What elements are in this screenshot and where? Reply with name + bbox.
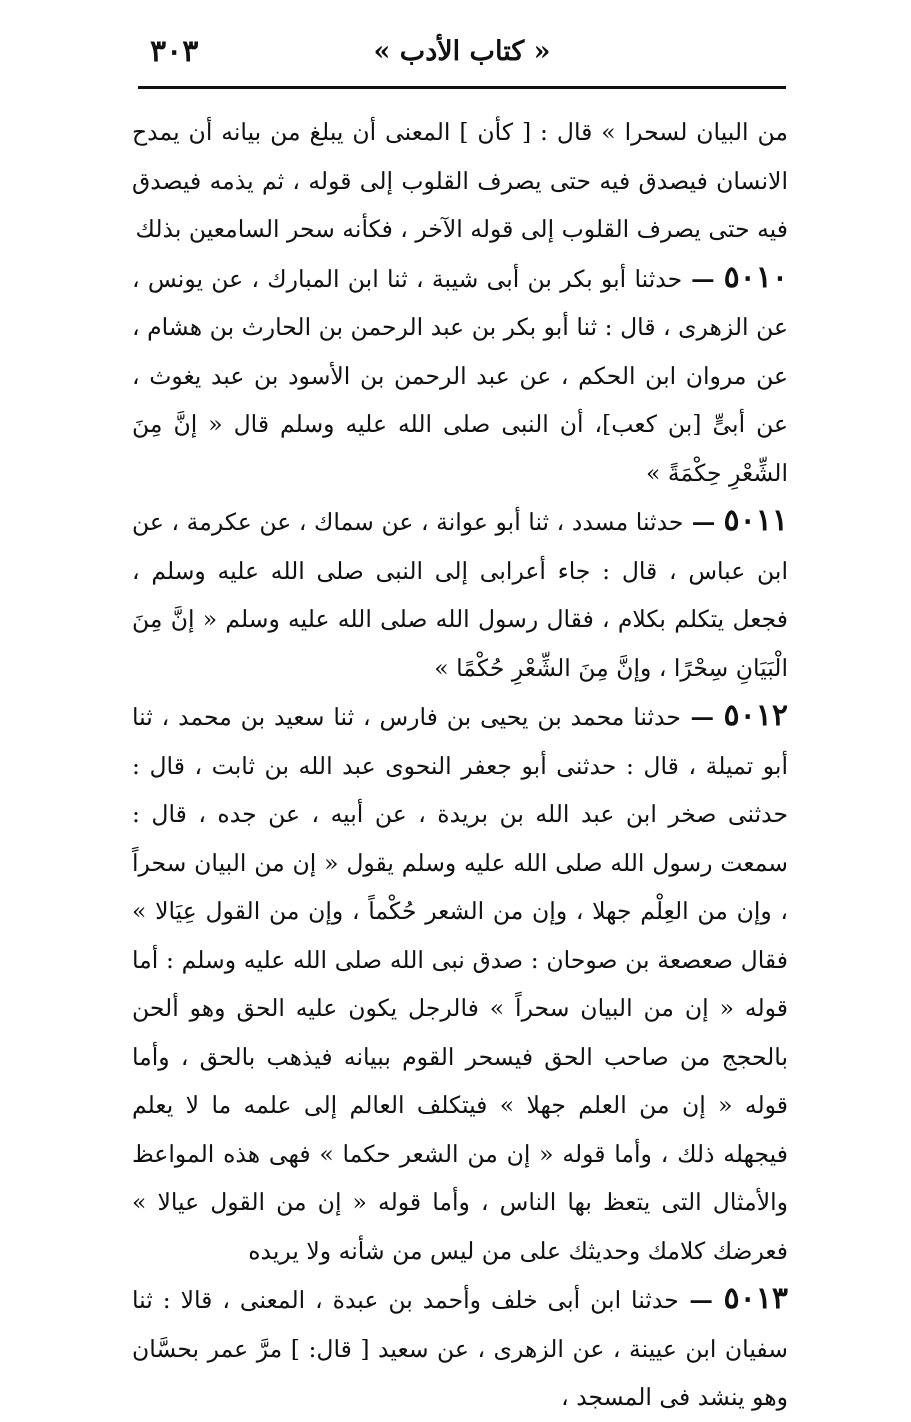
hadith-number: ٥٠١٢	[723, 698, 788, 733]
paragraph-text: حدثنا ابن أبى خلف وأحمد بن عبدة ، المعنى ، قالا : ثنا سفيان ابن عيينة ، عن الزهرى ، عن سعيد [ قال: ] مرَّ عمر بحسَّان وهو ينشد فى المسجد ،	[132, 1286, 788, 1411]
dash-separator: —	[682, 264, 724, 293]
dash-separator: —	[680, 703, 724, 731]
hadith-5010	[132, 254, 788, 498]
paragraph-continuation	[132, 108, 788, 254]
hadith-number: ٥٠١٣	[723, 1281, 788, 1316]
paragraph-text: حدثنا محمد بن يحيى بن فارس ، ثنا سعيد بن محمد ، ثنا أبو تميلة ، قال : حدثنى أبو جعفر النحوى عبد الله بن ثابت ، قال : حدثنى صخر ابن عبد الله بن بريدة ، عن أبيه ، عن جده ، قال : سمعت رسول الله صلى الله عليه وسلم يقول « إن من البيان سحراً ، وإن من العِلْم جهلا ، وإن من الشعر حُكْماً ، وإن من القول عِيَالا » فقال صعصعة بن صوحان : صدق نبى الله صلى الله عليه وسلم : أما قوله « إن من البيان سحراً » فالرجل يكون عليه الحق وهو ألحن بالحجج من صاحب الحق فيسحر القوم ببيانه فيذهب بالحق ، وأما قوله « إن من العلم جهلا » فيتكلف العالم إلى علمه ما لا يعلم فيجهله ذلك ، وأما قوله « إن من الشعر حكما » فهى هذه المواعظ والأمثال التى يتعظ بها الناس ، وأما قوله « إن من القول عيالا » فعرضك كلامك وحديثك على من ليس من شأنه ولا يريده	[132, 703, 788, 1265]
hadith-5012	[132, 692, 788, 1275]
hadith-5011	[132, 497, 788, 692]
dash-separator: —	[678, 1286, 724, 1314]
page-body	[132, 108, 788, 1422]
header-divider	[138, 86, 786, 89]
dash-separator: —	[683, 508, 724, 536]
paragraph-text: حدثنا مسدد ، ثنا أبو عوانة ، عن سماك ، عن عكرمة ، عن ابن عباس ، قال : جاء أعرابى إلى النبى صلى الله عليه وسلم ، فجعل يتكلم بكلام ، فقال رسول الله صلى الله عليه وسلم « إنَّ مِنَ الْبَيَانِ سِحْرًا ، وإنَّ مِنَ الشِّعْرِ حُكْمًا »	[132, 508, 788, 682]
hadith-number: ٥٠١٠	[723, 259, 789, 295]
paragraph-text: حدثنا أبو بكر بن أبى شيبة ، ثنا ابن المبارك ، عن يونس ، عن الزهرى ، قال : ثنا أبو بكر بن عبد الرحمن بن الحارث بن هشام ، عن مروان ابن الحكم ، عن عبد الرحمن بن الأسود بن عبد يغوث ، عن أبىٍّ [بن كعب]، أن النبى صلى الله عليه وسلم قال « إنَّ مِنَ الشِّعْرِ حِكْمَةً »	[132, 264, 788, 487]
running-title: « كتاب الأدب »	[373, 36, 551, 67]
hadith-number: ٥٠١١	[723, 503, 788, 538]
page-number: ٣٠٣	[150, 34, 199, 69]
paragraph-text: من البيان لسحرا » قال : [ كأن ] المعنى أن يبلغ من بيانه أن يمدح الانسان فيصدق فيه حتى يصرف القلوب إلى قوله ، ثم يذمه فيصدق فيه حتى يصرف القلوب إلى قوله الآخر ، فكأنه سحر السامعين بذلك	[132, 118, 788, 243]
page-header	[138, 30, 786, 80]
hadith-5013	[132, 1275, 788, 1422]
